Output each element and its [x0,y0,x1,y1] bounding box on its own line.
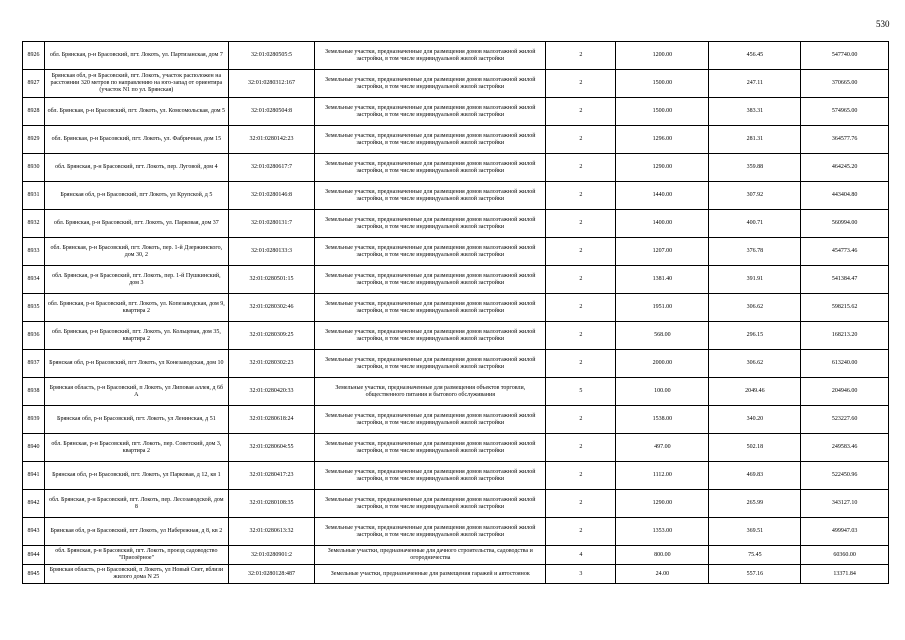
cell-row-number: 8932 [23,210,45,238]
cell-cadastral-number: 32:01:0280133:3 [228,238,314,266]
cell-land-use: Земельные участки, предназначенные для размещения гаражей и автостоянок [315,565,546,584]
cell-row-number: 8930 [23,154,45,182]
cell-cadastral-value: 499947.03 [801,518,889,546]
cell-address: обл. Брянская, р-н Брасовский, пгт. Локоть, ул. Партизанская, дом 7 [44,42,228,70]
cell-cadastral-value: 168213.20 [801,322,889,350]
table-row [23,462,889,490]
cell-specific-value: 376.78 [709,238,801,266]
cell-specific-value: 306.62 [709,294,801,322]
cell-category-group: 2 [546,350,616,378]
cell-row-number: 8929 [23,126,45,154]
cell-area: 2000.00 [616,350,709,378]
table-row [23,406,889,434]
cell-area: 800.00 [616,546,709,565]
cell-row-number: 8936 [23,322,45,350]
cell-specific-value: 247.11 [709,70,801,98]
cell-area: 1353.00 [616,518,709,546]
cell-specific-value: 75.45 [709,546,801,565]
cell-category-group: 2 [546,126,616,154]
cell-area: 1290.00 [616,154,709,182]
cell-cadastral-value: 364577.76 [801,126,889,154]
cell-row-number: 8931 [23,182,45,210]
cell-cadastral-number: 32:01:0280128:487 [228,565,314,584]
cell-area: 100.00 [616,378,709,406]
cell-land-use: Земельные участки, предназначенные для размещения домов малоэтажной жилой застройки, в том числе индивидуальной жилой застройки [315,434,546,462]
cell-cadastral-number: 32:01:0280901:2 [228,546,314,565]
cell-cadastral-value: 523227.60 [801,406,889,434]
cell-category-group: 2 [546,98,616,126]
cell-row-number: 8945 [23,565,45,584]
cell-address: обл. Брянская, р-н Брасовский, пгт. Локоть, ул. Фабричная, дом 15 [44,126,228,154]
cell-address: Брянская обл, р-н Брасовский, пгт. Локоть, ул Парковая, д 12, кв 1 [44,462,228,490]
cell-land-use: Земельные участки, предназначенные для размещения домов малоэтажной жилой застройки, в том числе индивидуальной жилой застройки [315,322,546,350]
cell-row-number: 8926 [23,42,45,70]
cell-specific-value: 469.83 [709,462,801,490]
cell-cadastral-number: 32:01:0280309:25 [228,322,314,350]
table-body [23,42,889,584]
cell-cadastral-value: 454773.46 [801,238,889,266]
table-row [23,565,889,584]
cell-row-number: 8928 [23,98,45,126]
cell-specific-value: 400.71 [709,210,801,238]
cell-area: 568.00 [616,322,709,350]
cell-category-group: 2 [546,238,616,266]
cell-land-use: Земельные участки, предназначенные для размещения домов малоэтажной жилой застройки, в том числе индивидуальной жилой застройки [315,154,546,182]
cell-category-group: 2 [546,266,616,294]
table-row [23,350,889,378]
cell-specific-value: 359.88 [709,154,801,182]
table-row [23,70,889,98]
table-row [23,378,889,406]
cell-address: обл. Брянская, р-н Брасовский, пгт. Локоть, пер. 1-й Дзержинского, дом 30, 2 [44,238,228,266]
cell-cadastral-number: 32:01:0280420:33 [228,378,314,406]
table-row [23,322,889,350]
cell-cadastral-value: 522450.96 [801,462,889,490]
cell-address: Брянская обл, р-н Брасовский, пгт Локоть, ул Конезаводская, дом 10 [44,350,228,378]
cell-cadastral-value: 464245.20 [801,154,889,182]
cell-cadastral-value: 443404.80 [801,182,889,210]
table-row [23,546,889,565]
cell-area: 1381.40 [616,266,709,294]
cell-category-group: 2 [546,434,616,462]
cell-row-number: 8927 [23,70,45,98]
cell-cadastral-value: 204946.00 [801,378,889,406]
cell-cadastral-number: 32:01:0280302:46 [228,294,314,322]
cell-specific-value: 296.15 [709,322,801,350]
cell-area: 1296.00 [616,126,709,154]
cell-land-use: Земельные участки, предназначенные для размещения домов малоэтажной жилой застройки, в том числе индивидуальной жилой застройки [315,42,546,70]
cell-land-use: Земельные участки, предназначенные для размещения домов малоэтажной жилой застройки, в том числе индивидуальной жилой застройки [315,490,546,518]
cell-cadastral-value: 547740.00 [801,42,889,70]
cell-cadastral-number: 32:01:0280501:15 [228,266,314,294]
table-row [23,210,889,238]
table-row [23,294,889,322]
cell-category-group: 2 [546,294,616,322]
cell-cadastral-number: 32:01:0280617:7 [228,154,314,182]
cell-category-group: 2 [546,462,616,490]
cell-cadastral-value: 541384.47 [801,266,889,294]
cell-area: 1440.00 [616,182,709,210]
cell-specific-value: 306.62 [709,350,801,378]
cell-address: Брянская обл, р-н Брасовский, пгт Локоть, ул Крупской, д 5 [44,182,228,210]
cell-cadastral-number: 32:01:0280504:8 [228,98,314,126]
cell-cadastral-number: 32:01:0280302:23 [228,350,314,378]
table-row [23,98,889,126]
cell-cadastral-value: 574965.00 [801,98,889,126]
cell-area: 1207.00 [616,238,709,266]
cell-specific-value: 2049.46 [709,378,801,406]
cell-row-number: 8933 [23,238,45,266]
cell-address: Брянская область, р-н Брасовский, п Локоть, ул Липовая аллея, д 6б А [44,378,228,406]
cell-category-group: 2 [546,42,616,70]
cell-address: Брянская обл, р-н Брасовский, пгт Локоть, ул Набережная, д 8, кв 2 [44,518,228,546]
cell-specific-value: 391.91 [709,266,801,294]
cell-specific-value: 456.45 [709,42,801,70]
cell-category-group: 2 [546,70,616,98]
cell-row-number: 8938 [23,378,45,406]
cell-cadastral-value: 598215.62 [801,294,889,322]
cell-address: обл. Брянская, р-н Брасовский, пгт. Локоть, ул. Парковая, дом 37 [44,210,228,238]
cell-address: обл. Брянская, р-н Брасовский, пгт. Локоть, пер. Лесозаводской, дом 8 [44,490,228,518]
cell-category-group: 2 [546,518,616,546]
cell-category-group: 2 [546,210,616,238]
cell-area: 1538.00 [616,406,709,434]
cell-address: обл. Брянская, р-н Брасовский, пгт. Локоть, пер. Луговой, дом 4 [44,154,228,182]
cell-address: обл. Брянская, р-н Брасовский, пгт. Локоть, пер. 1-й Пушкинский, дом 3 [44,266,228,294]
cell-address: Брянская обл, р-н Брасовский, пгт. Локоть, ул Ленинская, д 51 [44,406,228,434]
cell-row-number: 8937 [23,350,45,378]
cell-specific-value: 502.18 [709,434,801,462]
cell-land-use: Земельные участки, предназначенные для размещения домов малоэтажной жилой застройки, в том числе индивидуальной жилой застройки [315,294,546,322]
cell-row-number: 8940 [23,434,45,462]
cell-specific-value: 340.20 [709,406,801,434]
cell-specific-value: 369.51 [709,518,801,546]
cell-area: 24.00 [616,565,709,584]
cell-specific-value: 307.92 [709,182,801,210]
cell-area: 1500.00 [616,98,709,126]
table-row [23,238,889,266]
cell-area: 1290.00 [616,490,709,518]
cell-cadastral-value: 560994.00 [801,210,889,238]
cell-cadastral-value: 343127.10 [801,490,889,518]
cell-land-use: Земельные участки, предназначенные для размещения домов малоэтажной жилой застройки, в том числе индивидуальной жилой застройки [315,350,546,378]
cell-cadastral-value: 60360.00 [801,546,889,565]
cell-land-use: Земельные участки, предназначенные для дачного строительства, садоводства и огородничества [315,546,546,565]
cell-row-number: 8944 [23,546,45,565]
cell-category-group: 2 [546,322,616,350]
page-number: 530 [876,19,890,29]
cell-area: 1112.00 [616,462,709,490]
cell-specific-value: 557.16 [709,565,801,584]
cell-row-number: 8941 [23,462,45,490]
table-row [23,518,889,546]
cell-area: 1200.00 [616,42,709,70]
cell-land-use: Земельные участки, предназначенные для размещения домов малоэтажной жилой застройки, в том числе индивидуальной жилой застройки [315,266,546,294]
table-row [23,490,889,518]
table-row [23,266,889,294]
cell-cadastral-number: 32:01:0280604:55 [228,434,314,462]
cell-address: обл. Брянская, р-н Брасовский, пгт. Локоть, пер. Советский, дом 3, квартира 2 [44,434,228,462]
cell-area: 1951.00 [616,294,709,322]
cell-area: 1500.00 [616,70,709,98]
cell-cadastral-value: 613240.00 [801,350,889,378]
cell-row-number: 8934 [23,266,45,294]
cell-land-use: Земельные участки, предназначенные для размещения домов малоэтажной жилой застройки, в том числе индивидуальной жилой застройки [315,406,546,434]
cell-cadastral-number: 32:01:0280613:32 [228,518,314,546]
cell-specific-value: 383.31 [709,98,801,126]
cell-specific-value: 281.31 [709,126,801,154]
cell-cadastral-value: 13371.84 [801,565,889,584]
cell-land-use: Земельные участки, предназначенные для размещения домов малоэтажной жилой застройки, в том числе индивидуальной жилой застройки [315,70,546,98]
cell-cadastral-number: 32:01:0280146:8 [228,182,314,210]
cell-category-group: 3 [546,565,616,584]
cell-row-number: 8939 [23,406,45,434]
cell-category-group: 4 [546,546,616,565]
cell-cadastral-number: 32:01:0280142:23 [228,126,314,154]
cell-cadastral-number: 32:01:0280417:23 [228,462,314,490]
table-row [23,126,889,154]
cell-cadastral-number: 32:01:0280618:24 [228,406,314,434]
cell-cadastral-value: 370665.00 [801,70,889,98]
cell-land-use: Земельные участки, предназначенные для размещения домов малоэтажной жилой застройки, в том числе индивидуальной жилой застройки [315,210,546,238]
cell-land-use: Земельные участки, предназначенные для размещения домов малоэтажной жилой застройки, в том числе индивидуальной жилой застройки [315,238,546,266]
cell-cadastral-value: 249583.46 [801,434,889,462]
cell-land-use: Земельные участки, предназначенные для размещения домов малоэтажной жилой застройки, в том числе индивидуальной жилой застройки [315,126,546,154]
table-row [23,154,889,182]
cell-category-group: 2 [546,154,616,182]
cell-cadastral-number: 32:01:0280312:167 [228,70,314,98]
cell-land-use: Земельные участки, предназначенные для размещения домов малоэтажной жилой застройки, в том числе индивидуальной жилой застройки [315,518,546,546]
cell-row-number: 8942 [23,490,45,518]
cell-land-use: Земельные участки, предназначенные для размещения домов малоэтажной жилой застройки, в том числе индивидуальной жилой застройки [315,182,546,210]
cell-specific-value: 265.99 [709,490,801,518]
cell-cadastral-number: 32:01:0280131:7 [228,210,314,238]
cell-land-use: Земельные участки, предназначенные для размещения домов малоэтажной жилой застройки, в том числе индивидуальной жилой застройки [315,462,546,490]
cell-address: Брянская область, р-н Брасовский, п Локоть, ул Новый Свет, вблизи жилого дома N 25 [44,565,228,584]
cell-address: Брянская обл, р-н Брасовский, пгт. Локоть, участок расположен на расстоянии 320 метров по направлению на юго-запад от ориентира (участок N1 по ул. Брянская) [44,70,228,98]
cell-land-use: Земельные участки, предназначенные для размещения домов малоэтажной жилой застройки, в том числе индивидуальной жилой застройки [315,98,546,126]
cell-address: обл. Брянская, р-н Брасовский, пгт. Локоть, ул. Кольцевая, дом 35, квартира 2 [44,322,228,350]
cell-category-group: 2 [546,182,616,210]
cell-address: обл. Брянская, р-н Брасовский, пгт. Локоть, ул. Копезаводская, дом 9, квартира 2 [44,294,228,322]
cell-land-use: Земельные участки, предназначенные для размещения объектов торговли, общественного питания и бытового обслуживания [315,378,546,406]
cell-address: обл. Брянская, р-н Брасовский, пгт. Локоть, ул. Комсомольская, дом 5 [44,98,228,126]
table-row [23,434,889,462]
cell-category-group: 5 [546,378,616,406]
cell-area: 1400.00 [616,210,709,238]
cell-row-number: 8935 [23,294,45,322]
cell-cadastral-number: 32:01:0280505:5 [228,42,314,70]
table-row [23,182,889,210]
cell-cadastral-number: 32:01:0280108:35 [228,490,314,518]
cell-area: 497.00 [616,434,709,462]
table-row [23,42,889,70]
land-register-table [22,41,889,584]
cell-category-group: 2 [546,406,616,434]
cell-row-number: 8943 [23,518,45,546]
cell-address: обл. Брянская, р-н Брасовский, пгт. Локоть, проезд садоводство "Приозёрное" [44,546,228,565]
cell-category-group: 2 [546,490,616,518]
